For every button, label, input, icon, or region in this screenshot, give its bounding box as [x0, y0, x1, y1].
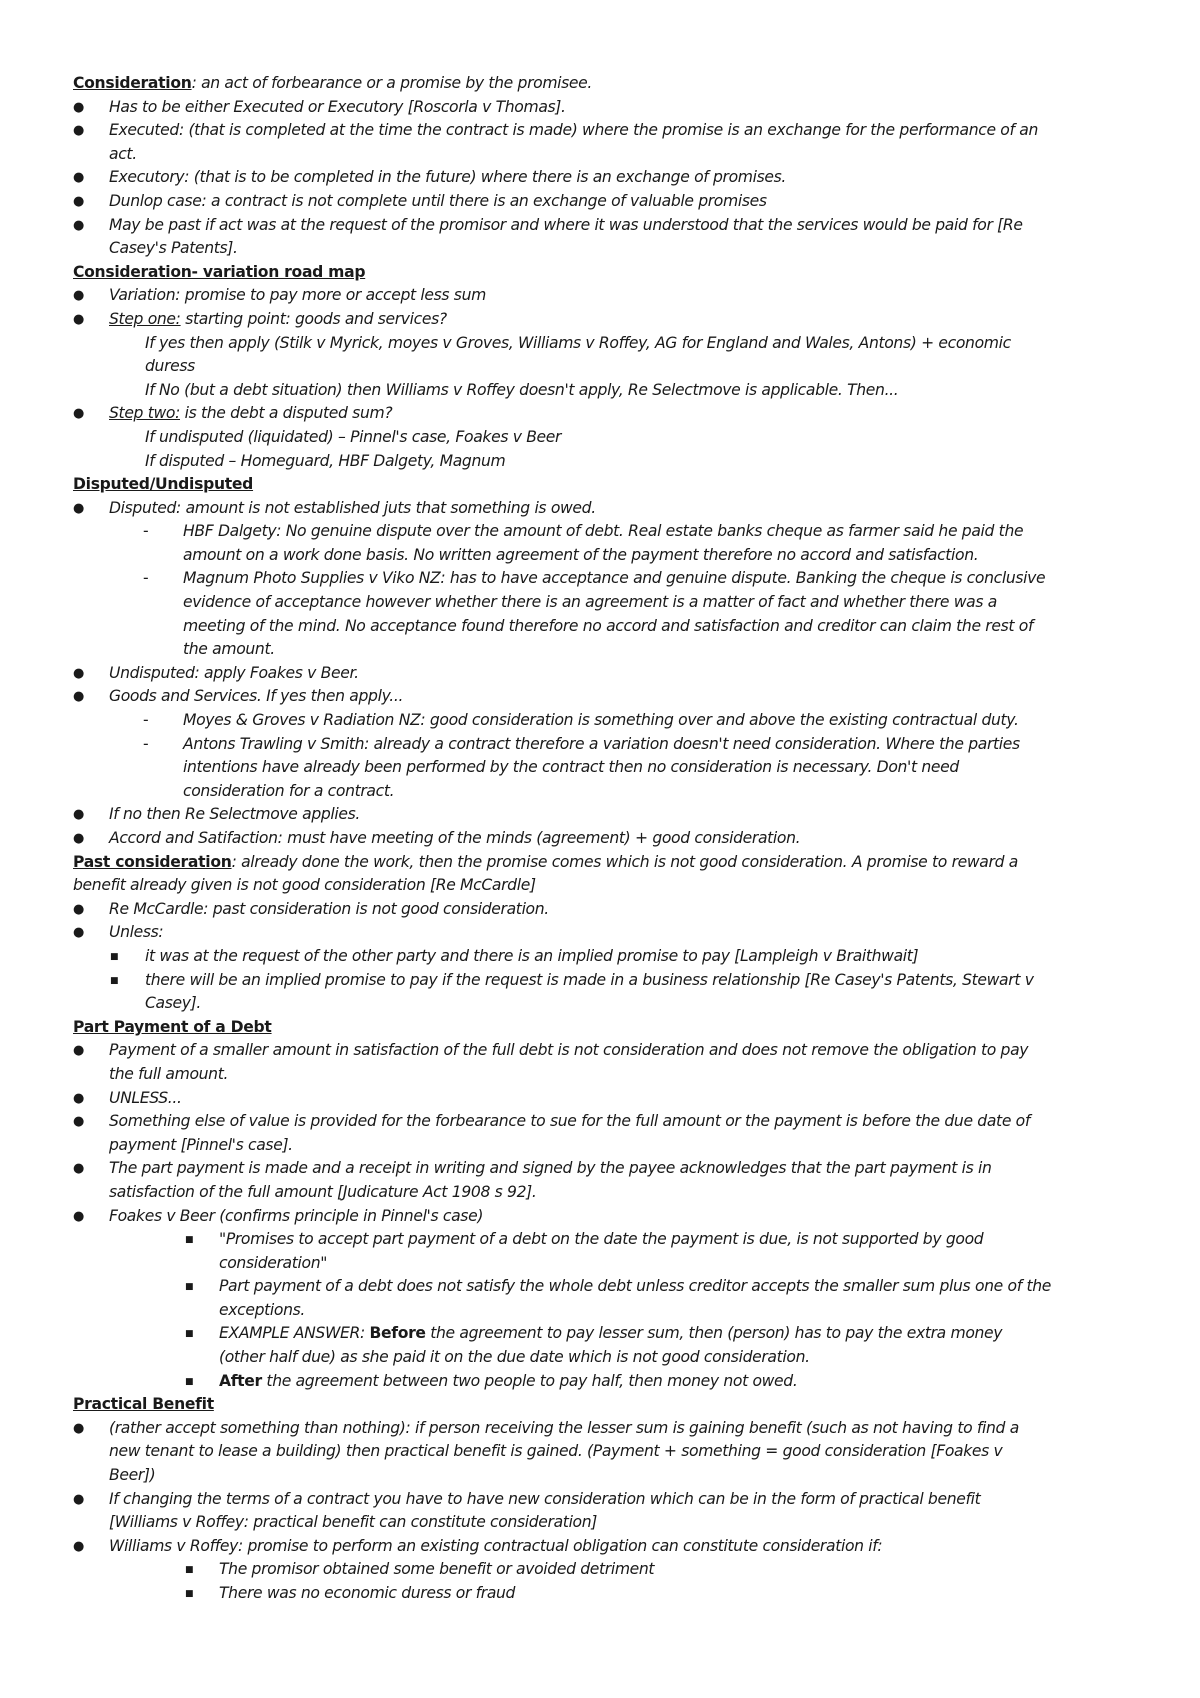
dash-icon: - — [143, 569, 149, 588]
bullet-icon: ● — [73, 1090, 84, 1106]
list-item-continuation: satisfaction of the full amount [Judicature Act 1908 s 92]. — [109, 1182, 537, 1201]
paragraph-continuation: benefit already given is not good consideration [Re McCardle] — [73, 876, 536, 895]
list-item: ● Executed: (that is completed at the time the contract is made) where the promise is an exchange for the performance of an — [73, 119, 1140, 143]
list-item: ● Undisputed: apply Foakes v Beer. — [73, 662, 1140, 686]
heading-disputed-undisputed: Disputed/Undisputed — [73, 475, 254, 494]
list-item: ● Re McCardle: past consideration is not good consideration. — [73, 898, 1140, 922]
indented-line: If No (but a debt situation) then Williams v Roffey doesn't apply, Re Selectmove is applicable. Then... — [145, 380, 899, 399]
square-bullet-icon: ■ — [110, 951, 119, 962]
bullet-icon: ● — [73, 500, 84, 516]
list-item: ● Disputed: amount is not established juts that something is owed. — [73, 497, 1140, 521]
indented-line: If disputed – Homeguard, HBF Dalgety, Magnum — [145, 451, 506, 470]
bullet-icon: ● — [73, 288, 84, 304]
consideration-intro: Consideration: an act of forbearance or a promise by the promisee. — [73, 74, 593, 92]
indented-line: duress — [145, 357, 195, 376]
heading-part-payment: Part Payment of a Debt — [73, 1017, 272, 1036]
bullet-icon: ● — [73, 1420, 84, 1436]
bullet-icon: ● — [73, 665, 84, 681]
list-item: ● Accord and Satifaction: must have meeting of the minds (agreement) + good consideration. — [73, 827, 1140, 851]
list-item: ● (rather accept something than nothing): if person receiving the lesser sum is gaining benefit (such as not having to find a — [73, 1417, 1140, 1441]
sub-list-item: - Antons Trawling v Smith: already a contract therefore a variation doesn't need consideration. Where the parties — [73, 733, 1140, 757]
bullet-icon: ● — [73, 170, 84, 186]
sub-list-item: - Magnum Photo Supplies v Viko NZ: has to have acceptance and genuine dispute. Banking the cheque is conclusive — [73, 567, 1140, 591]
bullet-icon: ● — [73, 901, 84, 917]
bullet-icon: ● — [73, 689, 84, 705]
bullet-icon: ● — [73, 406, 84, 422]
bullet-icon: ● — [73, 831, 84, 846]
list-item-continuation: the full amount. — [109, 1064, 229, 1083]
square-bullet-icon: ■ — [185, 1589, 194, 1599]
bold-before: Before — [369, 1324, 426, 1343]
bullet-icon: ● — [73, 1491, 84, 1507]
list-item: ● Step two: is the debt a disputed sum? — [73, 402, 1140, 426]
sub-list-continuation: intentions have already been performed by the contract then no consideration is necessary. Don't need — [183, 758, 959, 777]
list-item-continuation: new tenant to lease a building) then practical benefit is gained. (Payment + something = good consideration [Foakes v — [109, 1442, 1003, 1461]
bullet-icon: ● — [73, 311, 84, 327]
list-item: ● Has to be either Executed or Executory [Roscorla v Thomas]. — [73, 96, 1140, 120]
sub-list-continuation: meeting of the mind. No acceptance found therefore no accord and satisfaction and creditor can claim the rest of — [183, 616, 1034, 635]
bullet-icon: ● — [73, 1161, 84, 1177]
sub-list-continuation: Casey]. — [145, 994, 201, 1013]
square-bullet-icon: ■ — [185, 1376, 194, 1387]
list-item: ● Step one: starting point: goods and services? — [73, 308, 1140, 332]
heading-past-consideration: Past consideration — [73, 852, 232, 871]
bold-after: After — [219, 1371, 262, 1390]
list-item-continuation: act. — [109, 144, 137, 163]
list-item: ● Something else of value is provided for the forbearance to sue for the full amount or the payment is before the due date of — [73, 1110, 1140, 1134]
square-bullet-icon: ■ — [185, 1565, 194, 1576]
list-item-continuation: [Williams v Roffey: practical benefit can constitute consideration] — [109, 1513, 598, 1532]
square-bullet-icon: ■ — [110, 975, 119, 986]
square-bullet-icon: ■ — [185, 1282, 194, 1293]
list-item: ● Payment of a smaller amount in satisfaction of the full debt is not consideration and does not remove the obligation to pay — [73, 1039, 1140, 1063]
sub-list-item: ■ There was no economic duress or fraud — [73, 1582, 1140, 1606]
dash-icon: - — [143, 711, 149, 730]
list-item: ● Foakes v Beer (confirms principle in Pinnel's case) — [73, 1205, 1140, 1229]
sub-list-item: ■ Part payment of a debt does not satisfy the whole debt unless creditor accepts the smaller sum plus one of the — [73, 1275, 1140, 1299]
step-two-label: Step two: — [109, 404, 180, 423]
list-item: ● If no then Re Selectmove applies. — [73, 803, 1140, 827]
list-item: ● If changing the terms of a contract you have to have new consideration which can be in the form of practical benefit — [73, 1488, 1140, 1512]
list-item: ● Unless: — [73, 921, 1140, 945]
sub-list-item: - Moyes & Groves v Radiation NZ: good consideration is something over and above the existing contractual duty. — [73, 709, 1140, 733]
sub-list-item: ■ The promisor obtained some benefit or avoided detriment — [73, 1558, 1140, 1582]
sub-list-continuation: exceptions. — [219, 1300, 305, 1319]
bullet-icon: ● — [73, 1043, 84, 1059]
indented-line: If undisputed (liquidated) – Pinnel's case, Foakes v Beer — [145, 427, 562, 446]
dash-icon: - — [143, 734, 149, 753]
sub-list-item: ■ there will be an implied promise to pay if the request is made in a business relationship [Re Casey's Patents, Stewart v — [73, 969, 1140, 993]
list-item: ● Williams v Roffey: promise to perform an existing contractual obligation can constitute consideration if: — [73, 1535, 1140, 1559]
sub-list-item: - HBF Dalgety: No genuine dispute over the amount of debt. Real estate banks cheque as farmer said he paid the — [73, 520, 1140, 544]
bullet-icon: ● — [73, 1208, 84, 1224]
sub-list-item: ■ After the agreement between two people to pay half, then money not owed. — [73, 1370, 1140, 1394]
bullet-icon: ● — [73, 217, 84, 233]
heading-practical-benefit: Practical Benefit — [73, 1395, 214, 1414]
bullet-icon: ● — [73, 1114, 84, 1130]
step-one-label: Step one: — [109, 309, 181, 328]
bullet-icon: ● — [73, 99, 84, 115]
heading-consideration: Consideration — [73, 74, 192, 92]
list-item: ● The part payment is made and a receipt in writing and signed by the payee acknowledges that the part payment is in — [73, 1157, 1140, 1181]
sub-list-item: ■ it was at the request of the other party and there is an implied promise to pay [Lampleigh v Braithwait] — [73, 945, 1140, 969]
list-item-continuation: Beer]) — [109, 1466, 156, 1485]
square-bullet-icon: ■ — [185, 1235, 194, 1246]
list-item: ● Variation: promise to pay more or accept less sum — [73, 284, 1140, 308]
list-item: ● Executory: (that is to be completed in the future) where there is an exchange of promises. — [73, 166, 1140, 190]
sub-list-continuation: consideration" — [219, 1253, 328, 1272]
list-item-continuation: Casey's Patents]. — [109, 239, 238, 258]
bullet-icon: ● — [73, 193, 84, 209]
heading-variation-road-map: Consideration- variation road map — [73, 262, 366, 281]
sub-list-continuation: evidence of acceptance however whether there is an agreement is a matter of fact and whether there was a — [183, 593, 997, 612]
list-item: ● Dunlop case: a contract is not complete until there is an exchange of valuable promises — [73, 190, 1140, 214]
sub-list-item: ■ EXAMPLE ANSWER: Before the agreement to pay lesser sum, then (person) has to pay the extra money — [73, 1322, 1140, 1346]
list-item-continuation: payment [Pinnel's case]. — [109, 1135, 293, 1154]
sub-list-continuation: the amount. — [183, 640, 275, 659]
bullet-icon: ● — [73, 123, 84, 139]
list-item: ● May be past if act was at the request of the promisor and where it was understood that the services would be paid for [Re — [73, 214, 1140, 238]
past-consideration-intro: Past consideration: already done the work, then the promise comes which is not good consideration. A promise to reward a — [73, 852, 1018, 871]
sub-list-item: ■ "Promises to accept part payment of a debt on the date the payment is due, is not supported by good — [73, 1228, 1140, 1252]
sub-list-continuation: consideration for a contract. — [183, 781, 395, 800]
bullet-icon: ● — [73, 1538, 84, 1554]
list-item: ● Goods and Services. If yes then apply... — [73, 685, 1140, 709]
sub-list-continuation: amount on a work done basis. No written agreement of the payment therefore no accord and satisfaction. — [183, 545, 979, 564]
indented-line: If yes then apply (Stilk v Myrick, moyes v Groves, Williams v Roffey, AG for England and Wales, Antons) + economic — [145, 333, 1011, 352]
sub-list-continuation: (other half due) as she paid it on the due date which is not good consideration. — [219, 1348, 810, 1367]
square-bullet-icon: ■ — [185, 1329, 194, 1340]
bullet-icon: ● — [73, 807, 84, 823]
list-item: ● UNLESS... — [73, 1087, 1140, 1111]
bullet-icon: ● — [73, 925, 84, 941]
dash-icon: - — [143, 522, 149, 541]
